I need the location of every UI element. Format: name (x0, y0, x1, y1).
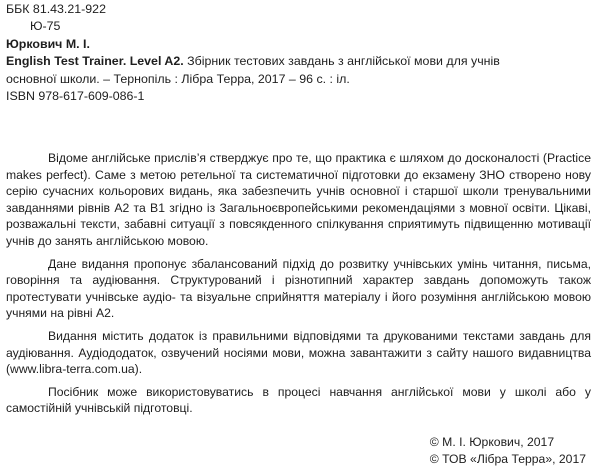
annotation-paragraph: Дане видання пропонує збалансований підхід до розвитку учнівських умінь читання, письма, говоріння та аудіювання. Структурований і різнотипний характер завдань допоможуть також протестувати учнівське аудіо- та візуальне сприйняття матеріалу і його розуміння англійською мовою учнями на рівні А2. (6, 256, 591, 321)
book-title-line (6, 53, 586, 70)
copyright-block (430, 434, 586, 468)
book-title: English Test Trainer. Level A2. (6, 54, 184, 69)
annotation-paragraph: Посібник може використовуватись в процесі навчання англійської мови у школі або у самостійній учнівській підготовці. (6, 384, 591, 416)
book-subtitle: Збірник тестових завдань з англійської мови для учнів (183, 54, 500, 69)
bbk-code: ББК 81.43.21-922 (6, 2, 106, 16)
copyright-author: © М. І. Юркович, 2017 (429, 435, 555, 449)
author-name: Юркович М. І. (6, 36, 90, 51)
publication-details: основної школи. – Тернопіль : Лібра Терра, 2017 – 96 с. : іл. (6, 71, 350, 86)
copyright-publisher: © ТОВ «Лібра Терра», 2017 (429, 452, 586, 466)
isbn: ISBN 978-617-609-086-1 (6, 89, 145, 104)
annotation (6, 150, 591, 423)
udk-code: Ю-75 (30, 19, 61, 34)
bibliographic-record (6, 1, 586, 105)
annotation-paragraph: Відоме англійське прислів’я стверджує про те, що практика є шляхом до досконалості (Practice makes perfect). Саме з метою ретельної та систематичної підготовки до екзамену ЗНО створено нову серію сучасних кольорових видань, яка забезпечить учнів основної і старшої школи тренувальними завданнями рівнів А2 та В1 згідно із Загальноєвропейськими рекомендаціями з мовної освіти. Цікаві, розважальні тексти, забавні ситуації з повсякденного спілкування сприятимуть підвищенню мотивації учнів до занять англійською мовою. (6, 151, 591, 248)
annotation-paragraph: Видання містить додаток із правильними відповідями та друкованими текстами завдань для аудіювання. Аудіододаток, озвучений носіями мови, можна завантажити з сайту нашого видавництва (www.libra-terra.com.ua). (6, 328, 591, 377)
